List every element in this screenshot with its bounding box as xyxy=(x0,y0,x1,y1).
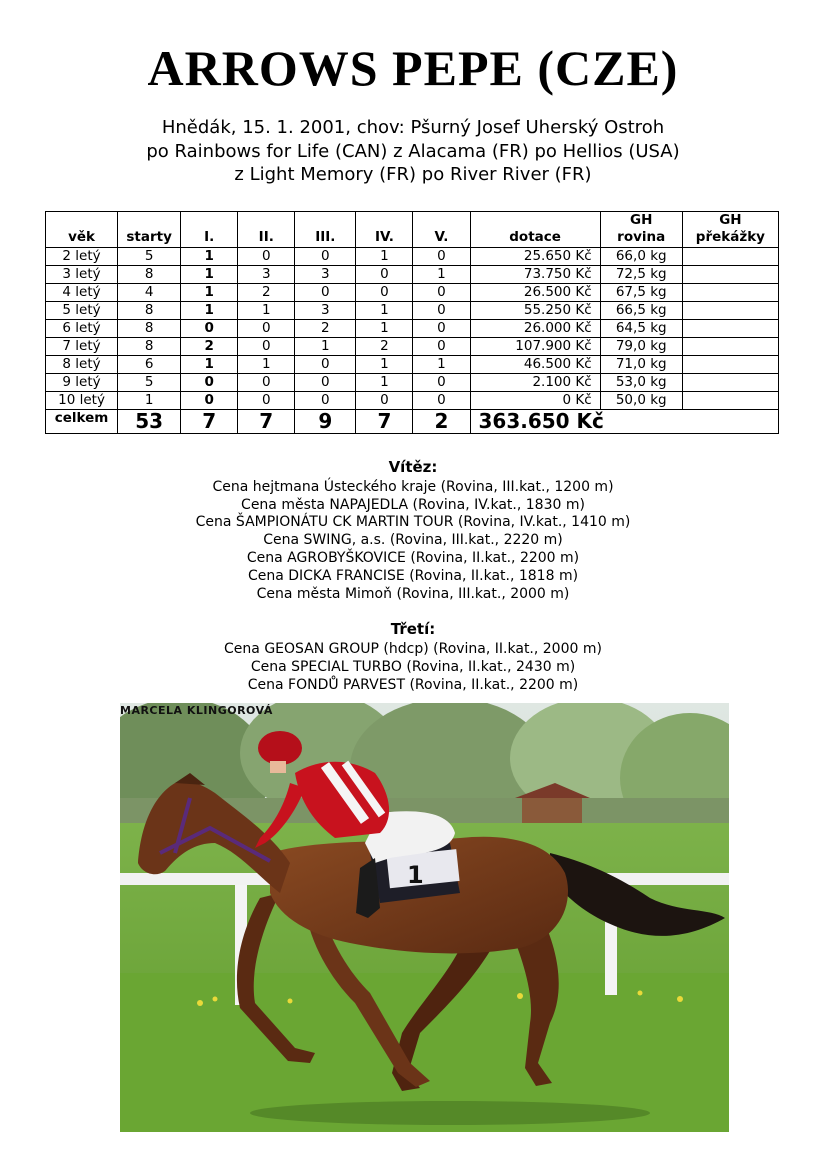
cell-gh-flat: 71,0 kg xyxy=(600,356,682,374)
cell-fifth: 0 xyxy=(413,320,470,338)
race-photo xyxy=(120,703,729,1132)
winner-race-item: Cena DICKA FRANCISE (Rovina, II.kat., 1818 m) xyxy=(247,567,579,584)
pedigree-line-1: Hnědák, 15. 1. 2001, chov: Pšurný Josef Uherský Ostroh xyxy=(161,117,665,138)
winner-list xyxy=(0,479,826,604)
cell-gh-jump xyxy=(682,356,778,374)
cell-second: 0 xyxy=(238,248,295,266)
cell-first: 1 xyxy=(181,356,238,374)
total-third: 9 xyxy=(295,410,356,434)
winner-race-item: Cena města NAPAJEDLA (Rovina, IV.kat., 1830 m) xyxy=(241,496,585,513)
col-header-starts: starty xyxy=(118,212,181,248)
cell-fourth: 0 xyxy=(356,266,413,284)
cell-fifth: 0 xyxy=(413,374,470,392)
cell-first: 1 xyxy=(181,302,238,320)
winner-race-item: Cena města Mimoň (Rovina, III.kat., 2000 m) xyxy=(256,585,570,602)
cell-gh-jump xyxy=(682,302,778,320)
total-fourth: 7 xyxy=(356,410,413,434)
cell-gh-flat: 53,0 kg xyxy=(600,374,682,392)
cell-starts: 4 xyxy=(118,284,181,302)
cell-age: 10 letý xyxy=(46,392,118,410)
cell-second: 2 xyxy=(238,284,295,302)
cell-prize: 26.000 Kč xyxy=(470,320,600,338)
cell-fourth: 1 xyxy=(356,248,413,266)
gh-flat-line1: GH xyxy=(630,212,653,228)
cell-gh-flat: 50,0 kg xyxy=(600,392,682,410)
cell-gh-jump xyxy=(682,374,778,392)
cell-starts: 8 xyxy=(118,302,181,320)
cell-prize: 46.500 Kč xyxy=(470,356,600,374)
cell-fifth: 0 xyxy=(413,338,470,356)
cell-gh-flat: 72,5 kg xyxy=(600,266,682,284)
cell-third: 3 xyxy=(295,302,356,320)
cell-second: 0 xyxy=(238,338,295,356)
cell-prize: 2.100 Kč xyxy=(470,374,600,392)
cell-gh-jump xyxy=(682,284,778,302)
cell-second: 3 xyxy=(238,266,295,284)
col-header-gh-flat xyxy=(600,212,682,248)
table-row xyxy=(46,284,779,302)
table-total-row xyxy=(46,410,779,434)
saddle-number: 1 xyxy=(407,861,424,889)
cell-starts: 1 xyxy=(118,392,181,410)
cell-prize: 73.750 Kč xyxy=(470,266,600,284)
cell-fifth: 0 xyxy=(413,248,470,266)
col-header-first: I. xyxy=(181,212,238,248)
horse-name-title: ARROWS PEPE (CZE) xyxy=(147,40,679,96)
winner-race-item: Cena AGROBYŠKOVICE (Rovina, II.kat., 2200 m) xyxy=(246,549,580,566)
total-first: 7 xyxy=(181,410,238,434)
cell-starts: 5 xyxy=(118,374,181,392)
cell-third: 3 xyxy=(295,266,356,284)
career-stats-table xyxy=(45,211,779,434)
winner-race-item: Cena SWING, a.s. (Rovina, III.kat., 2220 m) xyxy=(263,532,563,549)
third-place-race-item: Cena FONDŮ PARVEST (Rovina, II.kat., 2200 m) xyxy=(247,676,579,693)
cell-gh-jump xyxy=(682,338,778,356)
third-heading: Třetí: xyxy=(390,620,436,639)
cell-starts: 8 xyxy=(118,338,181,356)
cell-age: 4 letý xyxy=(46,284,118,302)
cell-starts: 6 xyxy=(118,356,181,374)
table-row xyxy=(46,302,779,320)
cell-fourth: 1 xyxy=(356,356,413,374)
col-header-fifth: V. xyxy=(413,212,470,248)
cell-age: 2 letý xyxy=(46,248,118,266)
gh-jump-line2: překážky xyxy=(695,229,765,245)
cell-second: 0 xyxy=(238,374,295,392)
cell-fourth: 0 xyxy=(356,392,413,410)
pedigree-info xyxy=(0,116,826,187)
pedigree-line-2: po Rainbows for Life (CAN) z Alacama (FR) po Hellios (USA) xyxy=(146,140,680,162)
cell-fifth: 0 xyxy=(413,302,470,320)
total-second: 7 xyxy=(238,410,295,434)
cell-prize: 107.900 Kč xyxy=(470,338,600,356)
cell-starts: 8 xyxy=(118,266,181,284)
cell-gh-jump xyxy=(682,248,778,266)
table-row xyxy=(46,248,779,266)
cell-third: 0 xyxy=(295,356,356,374)
cell-fourth: 1 xyxy=(356,302,413,320)
cell-first: 1 xyxy=(181,284,238,302)
winner-heading: Vítěz: xyxy=(388,458,438,476)
col-header-third: III. xyxy=(295,212,356,248)
cell-fourth: 0 xyxy=(356,284,413,302)
cell-gh-jump xyxy=(682,320,778,338)
table-row xyxy=(46,392,779,410)
table-row xyxy=(46,356,779,374)
cell-gh-flat: 79,0 kg xyxy=(600,338,682,356)
photo-credit: MARCELA KLINGOROVÁ xyxy=(120,704,273,717)
cell-first: 1 xyxy=(181,266,238,284)
table-row xyxy=(46,374,779,392)
cell-third: 1 xyxy=(295,338,356,356)
cell-gh-flat: 66,5 kg xyxy=(600,302,682,320)
gh-jump-line1: GH xyxy=(719,212,742,228)
col-header-fourth: IV. xyxy=(356,212,413,248)
cell-fifth: 0 xyxy=(413,392,470,410)
cell-fifth: 1 xyxy=(413,266,470,284)
cell-first: 1 xyxy=(181,248,238,266)
total-starts: 53 xyxy=(118,410,181,434)
col-header-second: II. xyxy=(238,212,295,248)
third-place-list xyxy=(0,641,826,694)
cell-third: 0 xyxy=(295,284,356,302)
cell-second: 0 xyxy=(238,320,295,338)
winner-race-item: Cena ŠAMPIONÁTU CK MARTIN TOUR (Rovina, IV.kat., 1410 m) xyxy=(195,514,631,531)
cell-age: 8 letý xyxy=(46,356,118,374)
cell-fifth: 0 xyxy=(413,284,470,302)
cell-third: 0 xyxy=(295,374,356,392)
cell-first: 2 xyxy=(181,338,238,356)
cell-gh-jump xyxy=(682,392,778,410)
horse-and-jockey-image xyxy=(120,703,729,1132)
cell-first: 0 xyxy=(181,392,238,410)
cell-fourth: 2 xyxy=(356,338,413,356)
cell-third: 0 xyxy=(295,392,356,410)
cell-prize: 26.500 Kč xyxy=(470,284,600,302)
race-results xyxy=(0,459,826,695)
cell-third: 2 xyxy=(295,320,356,338)
cell-prize: 55.250 Kč xyxy=(470,302,600,320)
cell-second: 0 xyxy=(238,392,295,410)
cell-fifth: 1 xyxy=(413,356,470,374)
cell-starts: 5 xyxy=(118,248,181,266)
cell-age: 5 letý xyxy=(46,302,118,320)
cell-gh-flat: 66,0 kg xyxy=(600,248,682,266)
total-label: celkem xyxy=(46,410,118,434)
cell-second: 1 xyxy=(238,356,295,374)
cell-first: 0 xyxy=(181,374,238,392)
cell-second: 1 xyxy=(238,302,295,320)
cell-first: 0 xyxy=(181,320,238,338)
cell-prize: 0 Kč xyxy=(470,392,600,410)
cell-age: 7 letý xyxy=(46,338,118,356)
table-row xyxy=(46,266,779,284)
col-header-age: věk xyxy=(46,212,118,248)
cell-gh-jump xyxy=(682,266,778,284)
gh-flat-line2: rovina xyxy=(617,229,666,245)
cell-age: 3 letý xyxy=(46,266,118,284)
table-header-row xyxy=(46,212,779,248)
third-place-race-item: Cena GEOSAN GROUP (hdcp) (Rovina, II.kat., 2000 m) xyxy=(224,641,602,658)
cell-age: 6 letý xyxy=(46,320,118,338)
cell-fourth: 1 xyxy=(356,374,413,392)
cell-fourth: 1 xyxy=(356,320,413,338)
winner-race-item: Cena hejtmana Ústeckého kraje (Rovina, III.kat., 1200 m) xyxy=(212,478,614,495)
cell-age: 9 letý xyxy=(46,374,118,392)
pedigree-line-3: z Light Memory (FR) po River River (FR) xyxy=(234,164,592,185)
total-prize: 363.650 Kč xyxy=(470,410,779,434)
table-row xyxy=(46,320,779,338)
third-place-race-item: Cena SPECIAL TURBO (Rovina, II.kat., 2430 m) xyxy=(250,658,576,675)
cell-starts: 8 xyxy=(118,320,181,338)
cell-gh-flat: 67,5 kg xyxy=(600,284,682,302)
cell-third: 0 xyxy=(295,248,356,266)
total-fifth: 2 xyxy=(413,410,470,434)
table-row xyxy=(46,338,779,356)
cell-prize: 25.650 Kč xyxy=(470,248,600,266)
col-header-gh-jump xyxy=(682,212,778,248)
col-header-prize: dotace xyxy=(470,212,600,248)
cell-gh-flat: 64,5 kg xyxy=(600,320,682,338)
